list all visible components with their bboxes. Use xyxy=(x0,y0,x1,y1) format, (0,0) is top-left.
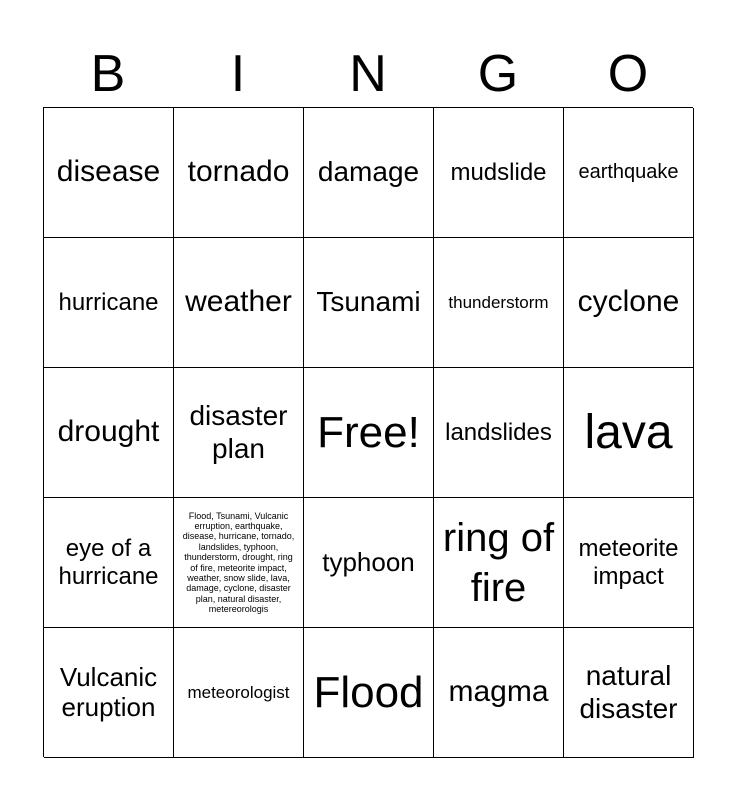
bingo-cell[interactable] xyxy=(174,498,304,628)
bingo-cell[interactable] xyxy=(44,498,174,628)
cell-label: landslides xyxy=(445,418,552,446)
cell-label: eye of a hurricane xyxy=(58,534,159,590)
bingo-cell[interactable] xyxy=(174,108,304,238)
bingo-cell[interactable] xyxy=(434,368,564,498)
cell-label: meteorologist xyxy=(187,682,290,702)
cell-label: drought xyxy=(57,415,160,449)
bingo-cell[interactable] xyxy=(564,498,694,628)
cell-label: lava xyxy=(584,405,673,459)
bingo-card xyxy=(43,107,693,757)
bingo-cell[interactable] xyxy=(434,108,564,238)
header-letter-g: G xyxy=(477,45,519,103)
bingo-header xyxy=(43,40,693,108)
cell-label: Flood xyxy=(313,667,424,717)
cell-label: Vulcanic eruption xyxy=(59,661,158,722)
bingo-cell[interactable] xyxy=(304,108,434,238)
cell-label: Free! xyxy=(317,407,420,457)
cell-label: hurricane xyxy=(58,288,159,316)
cell-label: weather xyxy=(185,285,292,319)
cell-label: mudslide xyxy=(450,158,547,186)
bingo-cell[interactable] xyxy=(564,238,694,368)
bingo-cell[interactable] xyxy=(174,628,304,758)
bingo-cell[interactable] xyxy=(564,108,694,238)
cell-label: ring of fire xyxy=(442,515,555,610)
cell-label: earthquake xyxy=(578,161,679,183)
cell-label: disaster plan xyxy=(189,400,288,464)
cell-label: disease xyxy=(56,155,161,189)
bingo-cell[interactable] xyxy=(434,498,564,628)
header-letter-o: O xyxy=(607,45,649,103)
cell-label: meteorite impact xyxy=(578,534,679,590)
header-letter-n: N xyxy=(349,45,387,103)
bingo-cell[interactable] xyxy=(174,238,304,368)
cell-label: natural disaster xyxy=(579,660,678,724)
bingo-cell[interactable] xyxy=(44,238,174,368)
cell-label: magma xyxy=(448,675,549,709)
bingo-cell[interactable] xyxy=(174,368,304,498)
cell-label: damage xyxy=(317,156,420,188)
cell-label: thunderstorm xyxy=(448,292,549,312)
bingo-cell[interactable] xyxy=(434,238,564,368)
bingo-cell[interactable] xyxy=(44,108,174,238)
bingo-cell[interactable] xyxy=(44,368,174,498)
bingo-cell-free[interactable] xyxy=(304,368,434,498)
bingo-cell[interactable] xyxy=(434,628,564,758)
bingo-cell[interactable] xyxy=(304,238,434,368)
bingo-cell[interactable] xyxy=(44,628,174,758)
bingo-cell[interactable] xyxy=(564,368,694,498)
bingo-cell[interactable] xyxy=(304,628,434,758)
cell-label: tornado xyxy=(187,155,290,189)
bingo-cell[interactable] xyxy=(564,628,694,758)
cell-label: Tsunami xyxy=(316,286,421,318)
cell-label: typhoon xyxy=(322,546,415,577)
cell-label: cyclone xyxy=(577,285,680,319)
bingo-cell[interactable] xyxy=(304,498,434,628)
header-letter-i: I xyxy=(230,45,246,103)
header-letter-b: B xyxy=(90,45,126,103)
cell-label: Flood, Tsunami, Vulcanic erruption, earthquake, disease, hurricane, tornado, landslides, typhoon, thunderstorm, drought, ring of fire, meteorite impact, weather, snow slide, lava, damage, cyclone, disaster plan, natural disaster, metereorologis xyxy=(182,510,295,614)
